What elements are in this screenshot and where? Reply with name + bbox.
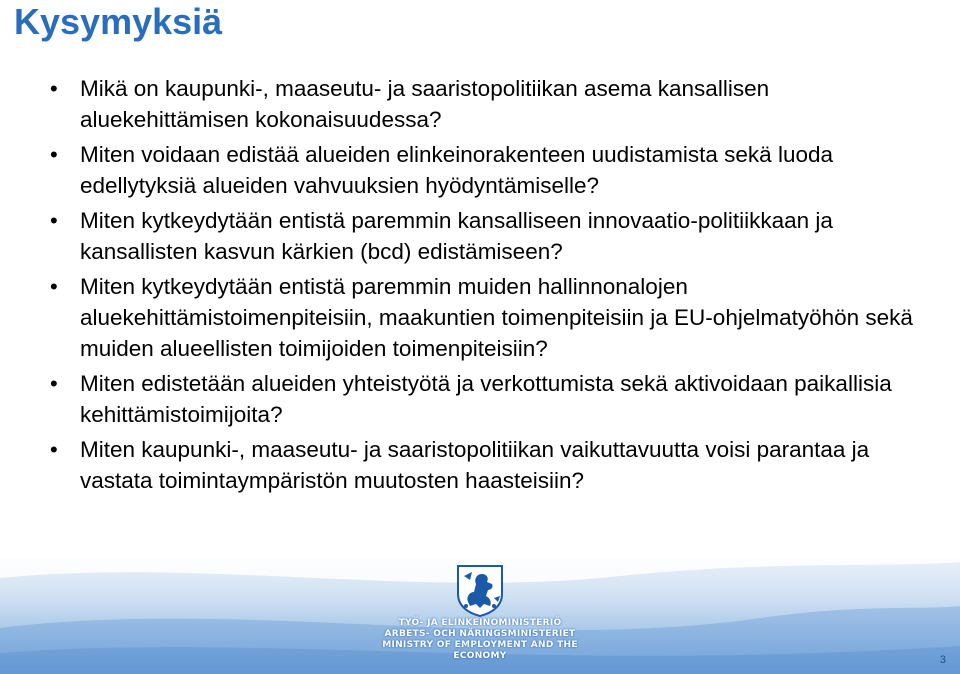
slide-title: Kysymyksiä xyxy=(14,1,223,42)
coat-of-arms-lion-icon xyxy=(454,562,506,618)
bullet-icon: • xyxy=(50,437,58,462)
list-item xyxy=(50,434,935,496)
bullet-text: Miten kytkeydytään entistä paremmin kansalliseen innovaatio-politiikkaan ja kansallisten kasvun kärkien (bcd) edistämiseen? xyxy=(80,208,833,264)
page-number: 3 xyxy=(939,654,946,666)
bullet-icon: • xyxy=(50,142,58,167)
ministry-name-fi: TYÖ- JA ELINKEINOMINISTERIÖ xyxy=(398,618,562,628)
bullet-icon: • xyxy=(50,371,58,396)
list-item xyxy=(50,139,935,201)
list-item xyxy=(50,368,935,430)
bullet-text: Mikä on kaupunki-, maaseutu- ja saaristopolitiikan asema kansallisen aluekehittämisen kokonaisuudessa? xyxy=(80,76,770,132)
bullet-icon: • xyxy=(50,208,58,233)
list-item xyxy=(50,73,935,135)
bullet-list xyxy=(50,73,935,500)
ministry-logo xyxy=(370,558,590,662)
list-item xyxy=(50,271,935,364)
ministry-name-sv: ARBETS- OCH NÄRINGSMINISTERIET xyxy=(384,629,576,639)
bullet-text: Miten kaupunki-, maaseutu- ja saaristopolitiikan vaikuttavuutta voisi parantaa ja vastata toimintaympäristön muutosten haasteisiin? xyxy=(80,437,870,493)
bullet-icon: • xyxy=(50,76,58,101)
bullet-icon: • xyxy=(50,274,58,299)
bullet-text: Miten voidaan edistää alueiden elinkeinorakenteen uudistamista sekä luoda edellytyksiä alueiden vahvuuksien hyödyntämiselle? xyxy=(80,142,834,198)
footer-band xyxy=(0,558,960,674)
ministry-name-en: MINISTRY OF EMPLOYMENT AND THE ECONOMY xyxy=(382,640,578,661)
bullet-text: Miten edistetään alueiden yhteistyötä ja verkottumista sekä aktivoidaan paikallisia kehittämistoimijoita? xyxy=(80,371,892,427)
list-item xyxy=(50,205,935,267)
bullet-text: Miten kytkeydytään entistä paremmin muiden hallinnonalojen aluekehittämistoimenpiteisiin, maakuntien toimenpiteisiin ja EU-ohjelmatyöhön sekä muiden alueellisten toimijoiden toimenpiteisiin? xyxy=(80,274,913,361)
